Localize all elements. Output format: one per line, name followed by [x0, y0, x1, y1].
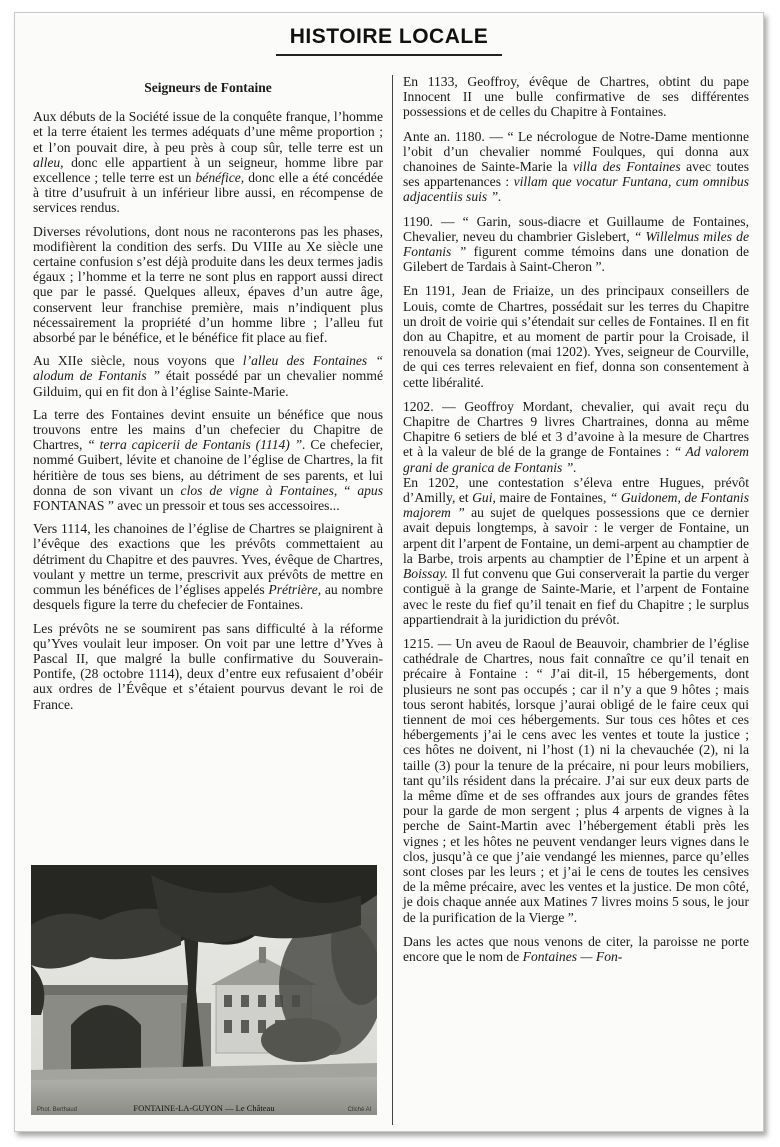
column-divider — [392, 75, 393, 1125]
photo-caption: FONTAINE-LA-GUYON — Le Château — [133, 1103, 275, 1113]
paragraph: 1215. — Un aveu de Raoul de Beauvoir, chambrier de l’église cathédrale de Chartres, nous fait connaître ce qu’il tenait en précaire à Fontaine : “ J’ai dit-il, 15 hébergements, dont plusieurs ne sont pas occupés ; car il n’y a que 9 hôtes ; mais tous seront habités, lorsque j’aurai obligé de le faire ceux qui tiennent de moi ces hébergements. Sur tous ces hôtes et ces hébergements j’ai le cens avec les ventes et toute la justice ; ces hôtes ne doivent, ni l’host (1) ni la chevauchée (2), ni la taille (3) pour la tenure de la précaire, ni pour leurs mobiliers, tant qu’ils résident dans la précaire. J’ai sur eux deux parts de la même dîme et de ses offrandes aux jours de grandes fêtes pour la garde de mon sergent ; plus 4 arpents de vignes à la perche de Saint-Martin avec l’hébergement établi près les vignes ; et les hôtes ne peuvent vendanger leurs vignes dans le clos, jusqu’à ce que j’aie vendangé les miennes, parce qu’elles sont closes par les leurs ; et j’ai le cens de toutes les censives de la même précaire, avec les ventes et la justice. De mon côté, je dois chaque année aux Matines 7 livres moins 5 sous, le jour de la purification de la Vierge ”. — [403, 635, 749, 925]
paragraph: 1202. — Geoffroy Mordant, chevalier, qui avait reçu du Chapitre de Chartres 9 livres Chartraines, donna au même Chapitre 6 setiers de blé et 3 d’avoine à la mesure de Chartres et à la valeur de blé de la grange de Fontaines : “ Ad valorem grani de granica de Fontanis ”. — [403, 398, 749, 475]
paragraph: Au XIIe siècle, nous voyons que l’alleu des Fontaines “ alodum de Fontanis ” était possédé par un chevalier nommé Gilduim, qui en fit don à l’église Sainte-Marie. — [33, 353, 383, 399]
right-column — [403, 74, 749, 973]
paragraph: Aux débuts de la Société issue de la conquête franque, l’homme et la terre étaient les termes adéquats d’une même proportion ; et l’on pouvait dire, à peu près à coup sûr, telle terre est un alleu, donc elle appartient à un seigneur, homme libre par excellence ; telle terre est un bénéfice, donc elle a été concédée à titre d’usufruit à un inférieur libre aussi, en récompense de services rendus. — [33, 109, 383, 216]
section-title: Seigneurs de Fontaine — [144, 80, 272, 95]
chateau-photograph — [31, 865, 377, 1115]
paragraph: Vers 1114, les chanoines de l’église de Chartres se plaignirent à l’évêque des exactions que les prévôts commettaient au détriment du Chapitre et des pauvres. Yves, évêque de Chartres, voulant y mettre un terme, prescrivit aux prévôts de mettre en commun les bénéfices de l’églises appelés Prétrière, au nombre desquels figure la terre du chefecier de Fontaines. — [33, 521, 383, 613]
paragraph: Dans les actes que nous venons de citer, la paroisse ne porte encore que le nom de Fontaines — Fon- — [403, 933, 749, 964]
photo-credit-left: Phot. Berthaud — [37, 1107, 78, 1113]
document-page — [14, 12, 764, 1132]
photo-credit-right: Cliché Al — [347, 1107, 371, 1113]
paragraph: Ante an. 1180. — “ Le nécrologue de Notre-Dame mentionne l’obit d’un chevalier nommé Foulques, qui donna aux chanoines de Sainte-Marie la villa des Fontaines avec toutes ses appartenances : villam que vocatur Funtana, cum omnibus adjacentiis suis ”. — [403, 128, 749, 205]
paragraph: En 1191, Jean de Friaize, un des principaux conseillers de Louis, comte de Chartres, possédait sur les terres du Chapitre un droit de voirie qui s’étendait sur celles de Fontaines. Il en fit don au Chapitre, et au moment de partir pour la Croisade, il renouvela sa donation (mai 1202). Yves, seigneur de Courville, de qui ces terres relevaient en fief, donna son consentement à cette libéralité. — [403, 283, 749, 390]
paragraph: 1190. — “ Garin, sous-diacre et Guillaume de Fontaines, Chevalier, neveu du chambrier Gislebert, “ Willelmus miles de Fontanis ” figurent comme témoins dans une donation de Gilebert de Tardais à Saint-Cheron ”. — [403, 213, 749, 275]
paragraph: En 1133, Geoffroy, évêque de Chartres, obtint du pape Innocent II une bulle confirmative de ses différentes possessions et de celles du Chapitre à Fontaines. — [403, 74, 749, 120]
paragraph: En 1202, une contestation s’éleva entre Hugues, prévôt d’Amilly, et Gui, maire de Fontaines, “ Guidonem, de Fontanis majorem ” au sujet de quelques possessions que ce dernier avait depuis longtemps, à savoir : le verger de Fontaine, un arpent dit l’arpent de Fontaine, un demi-arpent au champtier de la Barbe, trois arpents au champtier de l’Épine et un arpent à Boissay. Il fut convenu que Gui conserverait la partie du verger contiguë à la grange de Sainte-Marie, et l’arpent de Fontaine avec le reste du fief qu’il tenait en fief du Chapitre ; le surplus appartiendrait à la juridiction du prévôt. — [403, 474, 749, 627]
page-header — [15, 25, 763, 56]
paragraph: Les prévôts ne se soumirent pas sans difficulté à la réforme qu’Yves voulait leur imposer. On voit par une lettre d’Yves à Pascal II, que malgré la bulle confirmative du Souverain-Pontife, (28 octobre 1114), deux d’entre eux refusaient d’obéir aux ordres de l’Évêque et s’étaient pourvus devant le roi de France. — [33, 620, 383, 712]
paragraph: La terre des Fontaines devint ensuite un bénéfice que nous trouvons entre les mains d’un chefecier du Chapitre de Chartres, “ terra capicerii de Fontanis (1114) ”. Ce chefecier, nommé Guibert, lévite et chanoine de l’église de Chartres, la fit héritière de tous ses biens, au détriment de ses parents, et lui donna de son vivant un clos de vigne à Fontaines, “ apus FONTANAS ” avec un pressoir et tous ses accessoires... — [33, 406, 384, 514]
left-column — [33, 76, 383, 720]
page-title: HISTOIRE LOCALE — [276, 25, 502, 56]
paragraph: Diverses révolutions, dont nous ne raconterons pas les phases, modifièrent la condition des serfs. Du VIIIe au Xe siècle une certaine confusion s’est déjà produite dans les deux termes jadis égaux ; l’homme et la terre ne sont plus en rapport aussi direct que par le passé. Quelques alleux, épaves d’un autre âge, conservent leur franchise première, mais n’indiquent plus nécessairement la propriété d’un homme libre ; l’alleu fut absorbé par le bénéfice, et le bénéfice fit place au fief. — [33, 223, 383, 346]
